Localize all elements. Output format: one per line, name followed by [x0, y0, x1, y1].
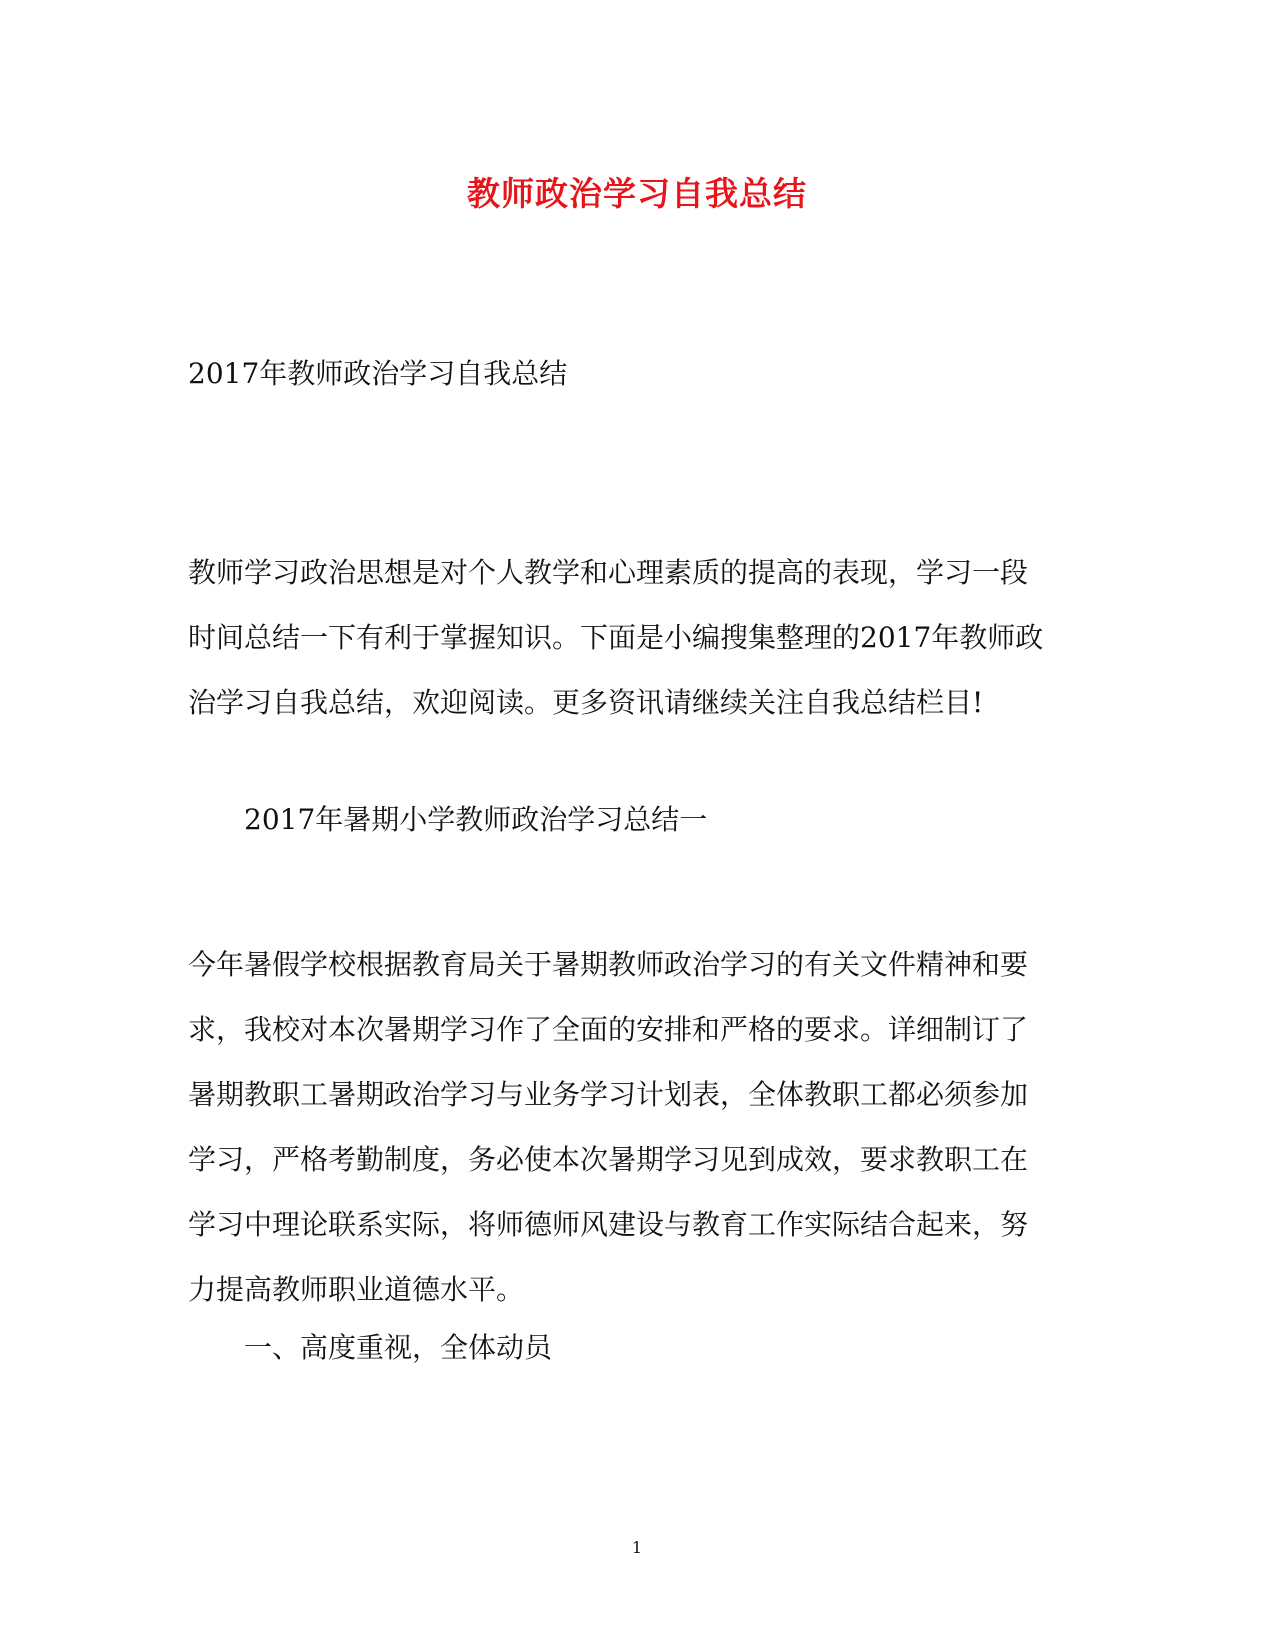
intro-line: 治学习自我总结，欢迎阅读。更多资讯请继续关注自我总结栏目! [188, 686, 984, 719]
body-line: 求，我校对本次暑期学习作了全面的安排和严格的要求。详细制订了 [188, 1013, 1029, 1046]
document-title: 教师政治学习自我总结 [467, 174, 807, 213]
section-heading: 2017年暑期小学教师政治学习总结一 [244, 803, 708, 836]
page-number: 1 [631, 1538, 643, 1557]
body-paragraph [188, 932, 1068, 1322]
body-line: 今年暑假学校根据教育局关于暑期教师政治学习的有关文件精神和要 [188, 948, 1029, 981]
body-line: 学习中理论联系实际，将师德师风建设与教育工作实际结合起来，努 [188, 1208, 1029, 1241]
body-line: 暑期教职工暑期政治学习与业务学习计划表，全体教职工都必须参加 [188, 1078, 1029, 1111]
intro-paragraph [188, 540, 1068, 735]
subsection-heading: 一、高度重视，全体动员 [244, 1331, 553, 1364]
intro-line: 教师学习政治思想是对个人教学和心理素质的提高的表现，学习一段 [188, 556, 1029, 589]
document-subtitle: 2017年教师政治学习自我总结 [188, 357, 568, 390]
body-line: 学习，严格考勤制度，务必使本次暑期学习见到成效，要求教职工在 [188, 1143, 1029, 1176]
body-line: 力提高教师职业道德水平。 [188, 1273, 525, 1306]
intro-line: 时间总结一下有利于掌握知识。下面是小编搜集整理的2017年教师政 [188, 621, 1044, 654]
